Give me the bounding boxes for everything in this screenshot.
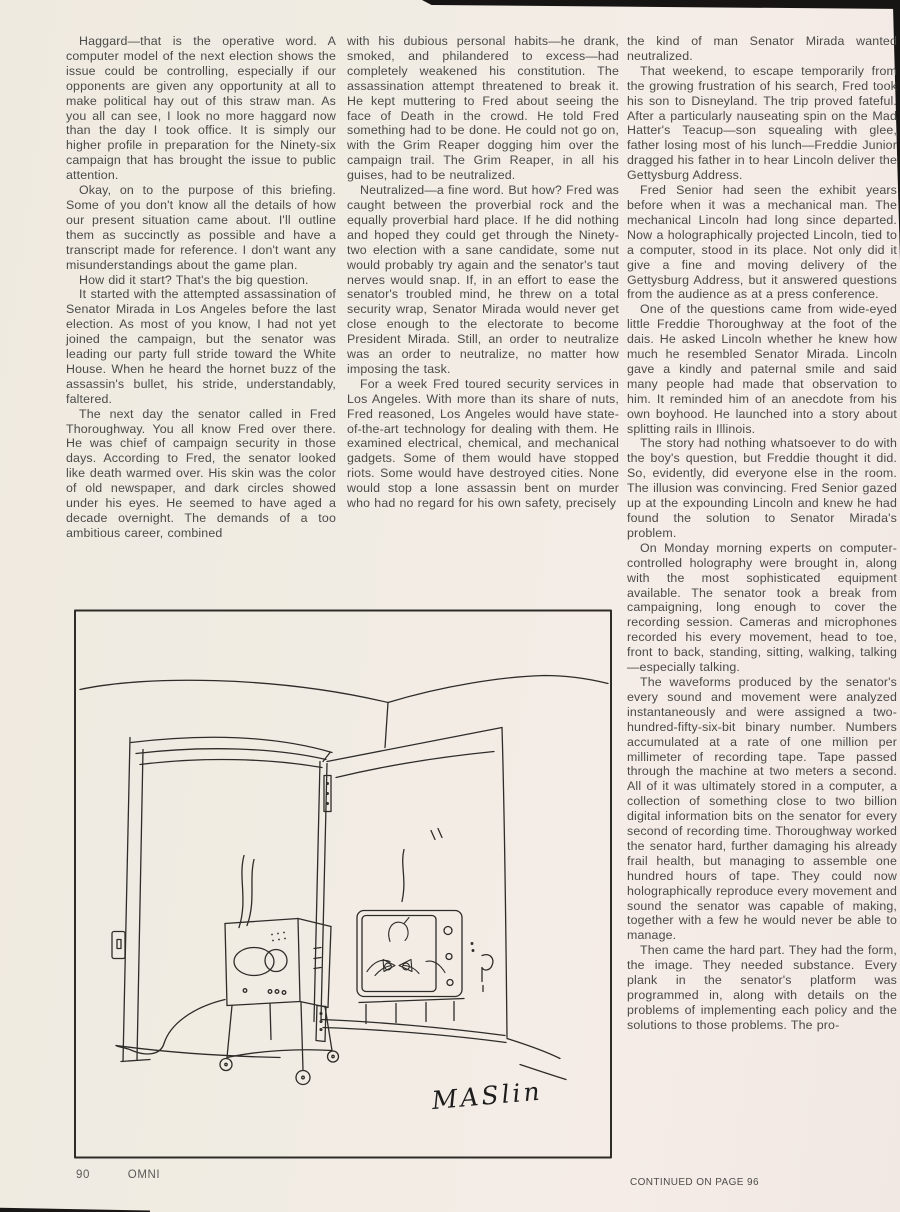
- article-column-left: [66, 34, 336, 541]
- paragraph: For a week Fred toured security services in Los Angeles. With more than its share of nuts, Fred reasoned, Los Angeles would have state-of-the-art technology for dealing with them. He examined electrical, chemical, and mechanical gadgets. Some of them would have stopped riots. Some would have destroyed cities. None would stop a lone assassin bent on murder who had no regard for his own safety, precisely: [347, 376, 619, 511]
- paragraph: Then came the hard part. They had the form, the image. They needed substance. Every plank in the senator's platform was programmed in, along with details on the problems of implementing each policy and the solutions to those problems. The pro-: [627, 943, 897, 1032]
- paragraph: Neutralized—a fine word. But how? Fred was caught between the proverbial rock and the equally proverbial hard place. If he did nothing and hoped they could get through the Ninety-two election with a sane candidate, some nut would probably try again and the senator's taut nerves would snap. If, in an effort to ease the senator's troubled mind, he threw on a total security wrap, Senator Mirada would never get close enough to the electorate to become President Mirada. Still, an order to neutralize was an order to neutralize, no matter how imposing the task.: [347, 183, 619, 376]
- article-column-right: [627, 34, 897, 1033]
- paragraph: the kind of man Senator Mirada wanted neutralized.: [627, 34, 897, 63]
- paragraph: That weekend, to escape temporarily from the growing frustration of his search, Fred took his son to Disneyland. The trip proved fateful. After a particularly nauseating spin on the Mad Hatter's Teacup—son squealing with glee, father losing most of his lunch—Freddie Junior dragged his father in to hear Lincoln deliver the Gettysburg Address.: [627, 63, 897, 183]
- tv-cart: [220, 1003, 339, 1085]
- door-screen: [357, 911, 474, 1024]
- paragraph: with his dubious personal habits—he drank, smoked, and philandered to excess—had completely weakened his constitution. The assassination attempt threatened to break it. He kept muttering to Fred about seeing the face of Death in the crowd. He told Fred something had to be done. He could not go on, with the Grim Reaper dogging him over the campaign trail. The Grim Reaper, in all his guises, had to be neutralized.: [347, 34, 619, 183]
- cartoonist-signature: MASlin: [430, 1076, 544, 1116]
- paragraph: Okay, on to the purpose of this briefing. Some of you don't know all the details of how our present situation came about. I'll outline them as succinctly as possible and have a transcript made for reference. I don't want any misunderstandings about the game plan.: [66, 183, 336, 272]
- paragraph: One of the questions came from wide-eyed little Freddie Thoroughway at the foot of the dais. He asked Lincoln whether he knew how much he resembled Senator Mirada. Lincoln gave a kindly and paternal smile and said many people had made that observation to him. It reminded him of an anecdote from his own boyhood. He launched into a story about splitting rails in Illinois.: [627, 302, 897, 436]
- paragraph: Haggard—that is the operative word. A computer model of the next election shows the issue could be controlling, especially if our opponents are given any opportunity at all to make political hay out of this straw man. As you all can see, I look no more haggard now than the day I took office. It is simply our higher profile in preparation for the Ninety-six campaign that has brought the issue to public attention.: [66, 34, 336, 183]
- paragraph: Fred Senior had seen the exhibit years before when it was a mechanical man. The mechanical Lincoln had long since departed. Now a holographically projected Lincoln, tied to a computer, stood in its place. Not only did it give a fine and moving delivery of the Gettysburg Address, but it answered questions from the audience as at a press conference.: [627, 183, 897, 302]
- doorway-frame: [121, 737, 332, 1061]
- paragraph: It started with the attempted assassination of Senator Mirada in Los Angeles before the last election. As most of you know, I had not yet joined the campaign, but the senator was leading our party full stride toward the White House. When he heard the hornet buzz of the assassin's bullet, his stride, understandably, faltered.: [66, 287, 336, 406]
- scan-edge-bottom-left: [0, 1206, 150, 1212]
- continued-notice: CONTINUED ON PAGE 96: [630, 1177, 759, 1188]
- scan-edge-top: [422, 0, 900, 9]
- cartoon-border: [75, 611, 611, 1158]
- room-ceiling: [80, 676, 608, 748]
- paragraph: The story had nothing whatsoever to do with the boy's question, but Freddie thought it did. So, evidently, did everyone else in the room. The illusion was convincing. Fred Senior gazed up at the expounding Lincoln and knew he had found the solution to Senator Mirada's problem.: [627, 436, 897, 540]
- floor-lines: [116, 1039, 566, 1080]
- page-footer: [76, 1169, 160, 1181]
- paragraph: On Monday morning experts on computer-controlled holography were brought in, along with the most sophisticated equipment available. The senator took a break from campaigning, long enough to cover the recording session. Cameras and microphones recorded his every movement, head to toe, front to back, standing, sitting, walking, talking—especially talking.: [627, 540, 897, 675]
- magazine-name: OMNI: [127, 1169, 161, 1181]
- article-column-middle: [347, 34, 619, 511]
- paragraph: How did it start? That's the big question.: [79, 272, 309, 287]
- paragraph: The waveforms produced by the senator's every sound and movement were analyzed instantaneously and were assigned a two-hundred-fifty-six-bit binary number. Numbers accumulated at a rate of one million per millimeter of recording tape. Tape passed through the machine at two meters a second. All of it was ultimately stored in a computer, a collection of something close to two billion digital information bits on the senator for every second of recording time. Thoroughway worked the senator hard, further damaging his already frail health, but managing to assemble one hundred hours of tape. They could now holographically reproduce every movement and sound the senator was capable of making, together with a few he would never be able to manage.: [627, 674, 897, 943]
- cartoon-illustration: [74, 609, 612, 1159]
- screen-figure-bow-tie-man: [367, 918, 445, 976]
- open-door: [314, 728, 507, 1043]
- paragraph: The next day the senator called in Fred Thoroughway. You all know Fred over there. He was chief of campaign security in those days. According to Fred, the senator looked like death warmed over. His skin was the color of old newspaper, and dark circles showed under his eyes. He seemed to have aged a decade overnight. The demands of a too ambitious career, combined: [66, 406, 336, 540]
- light-switch: [112, 932, 125, 959]
- page-number: 90: [76, 1169, 90, 1181]
- power-cord: [116, 1000, 225, 1054]
- door-handle: [482, 955, 493, 992]
